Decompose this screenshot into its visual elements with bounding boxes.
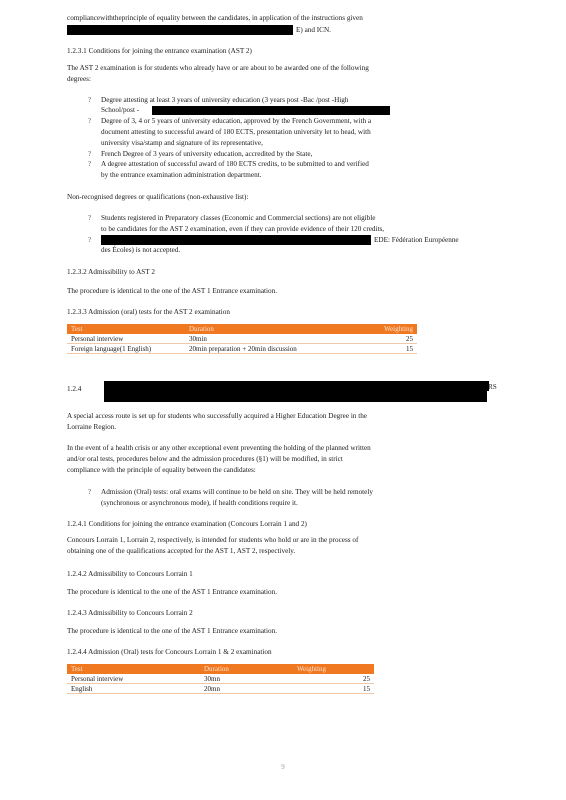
section-heading: 1.2.3.2 Admissibility to AST 2	[67, 268, 155, 276]
list-item: document attesting to successful award of 180 ECTS, presentation university let to head, with	[101, 128, 371, 136]
bullet-icon: ?	[88, 150, 92, 158]
admission-tests-table-ast2	[67, 324, 417, 354]
table-cell: Personal interview	[67, 334, 185, 344]
paragraph-line: obtaining one of the qualifications accepted for the AST 1, AST 2, respectively.	[67, 547, 296, 555]
admission-tests-table-lorrain	[67, 664, 374, 694]
page-number: 9	[281, 763, 285, 771]
list-item: Students registered in Preparatory classes (Economic and Commercial sections) are not eligible	[101, 214, 376, 222]
column-header: Weighting	[353, 324, 417, 334]
table-cell: 25	[293, 674, 374, 684]
table-cell: English	[67, 684, 200, 694]
list-item: by the entrance examination administration department.	[101, 171, 262, 179]
paragraph-line: Lorraine Region.	[67, 423, 117, 431]
list-item: Admission (Oral) tests: oral exams will continue to be held on site. They will be held remotely	[101, 488, 373, 496]
table-cell: 20mn	[200, 684, 293, 694]
list-item: university visa/stamp and signature of its representative,	[101, 139, 263, 147]
list-item: A degree attestation of successful award of 180 ECTS credits, to be submitted to and verified	[101, 160, 369, 168]
paragraph-line: The procedure is identical to the one of the AST 1 Entrance examination.	[67, 588, 278, 596]
text-line: E) and ICN.	[296, 26, 331, 34]
table-cell: Foreign language(1 English)	[67, 344, 185, 354]
table-cell: 15	[353, 344, 417, 354]
list-item: des Écoles) is not accepted.	[101, 246, 181, 254]
list-item: Degree attesting at least 3 years of university education (3 years post -Bac /post -High	[101, 96, 349, 104]
list-item: French Degree of 3 years of university education, accredited by the State,	[101, 150, 313, 158]
paragraph-line: Concours Lorrain 1, Lorrain 2, respectively, is intended for students who hold or are in the process of	[67, 536, 359, 544]
section-heading: RS	[488, 383, 497, 391]
paragraph-line: A special access route is set up for students who successfully acquired a Higher Education Degree in the	[67, 412, 367, 420]
table-cell: 30min	[185, 334, 353, 344]
column-header: Test	[67, 324, 185, 334]
column-header: Test	[67, 664, 200, 674]
list-item: to be candidates for the AST 2 examination, even if they can provide evidence of their 120 credits,	[101, 225, 385, 233]
table-row	[67, 674, 374, 684]
list-item: Degree of 3, 4 or 5 years of university education, approved by the French Government, with a	[101, 117, 372, 125]
paragraph-line: The procedure is identical to the one of the AST 1 Entrance examination.	[67, 287, 278, 295]
section-heading: 1.2.3.3 Admission (oral) tests for the AST 2 examination	[67, 308, 230, 316]
section-heading: 1.2.4	[67, 385, 82, 393]
paragraph-line: compliance with the principle of equality between the candidates:	[67, 466, 256, 474]
bullet-icon: ?	[88, 160, 92, 168]
table-cell: 20min preparation + 20min discussion	[185, 344, 353, 354]
paragraph-line: In the event of a health crisis or any other exceptional event preventing the holding of the planned written	[67, 444, 371, 452]
redaction-bar	[67, 25, 293, 35]
bullet-icon: ?	[88, 488, 92, 496]
column-header: Duration	[185, 324, 353, 334]
table-row	[67, 334, 417, 344]
text-line	[67, 14, 473, 23]
paragraph-line: degrees:	[67, 75, 91, 83]
redaction-bar	[101, 235, 371, 245]
redaction-bar	[104, 381, 489, 391]
bullet-icon: ?	[88, 236, 92, 244]
section-heading: 1.2.4.4 Admission (Oral) tests for Concours Lorrain 1 & 2 examination	[67, 648, 272, 656]
table-cell: Personal interview	[67, 674, 200, 684]
list-item: (synchronous or asynchronous mode), if health conditions require it.	[101, 499, 298, 507]
list-item: EDE: Fédération Européenne	[374, 236, 459, 244]
paragraph-line: The AST 2 examination is for students who already have or are about to be awarded one of the following	[67, 64, 369, 72]
bullet-icon: ?	[88, 117, 92, 125]
redaction-bar	[152, 106, 390, 115]
bullet-icon: ?	[88, 214, 92, 222]
table-cell: 25	[353, 334, 417, 344]
section-heading: 1.2.3.1 Conditions for joining the entrance examination (AST 2)	[67, 47, 252, 55]
paragraph-line: Non-recognised degrees or qualifications (non-exhaustive list):	[67, 193, 249, 201]
section-heading: 1.2.4.1 Conditions for joining the entrance examination (Concours Lorrain 1 and 2)	[67, 520, 307, 528]
text: compliancewiththeprinciple of equality between the candidates, in application of the instructions given	[67, 14, 363, 22]
column-header: Duration	[200, 664, 293, 674]
section-heading: 1.2.4.3 Admissibility to Concours Lorrain 2	[67, 609, 193, 617]
table-cell: 15	[293, 684, 374, 694]
table-row	[67, 344, 417, 354]
column-header: Weighting	[293, 664, 374, 674]
list-item: School/post -	[101, 106, 140, 114]
redaction-bar	[104, 391, 487, 402]
paragraph-line: The procedure is identical to the one of the AST 1 Entrance examination.	[67, 627, 278, 635]
section-heading: 1.2.4.2 Admissibility to Concours Lorrain 1	[67, 570, 193, 578]
table-cell: 30mn	[200, 674, 293, 684]
table-row	[67, 684, 374, 694]
bullet-icon: ?	[88, 96, 92, 104]
paragraph-line: and/or oral tests, procedures below and the admission procedures (§1) will be modified, in strict	[67, 455, 343, 463]
